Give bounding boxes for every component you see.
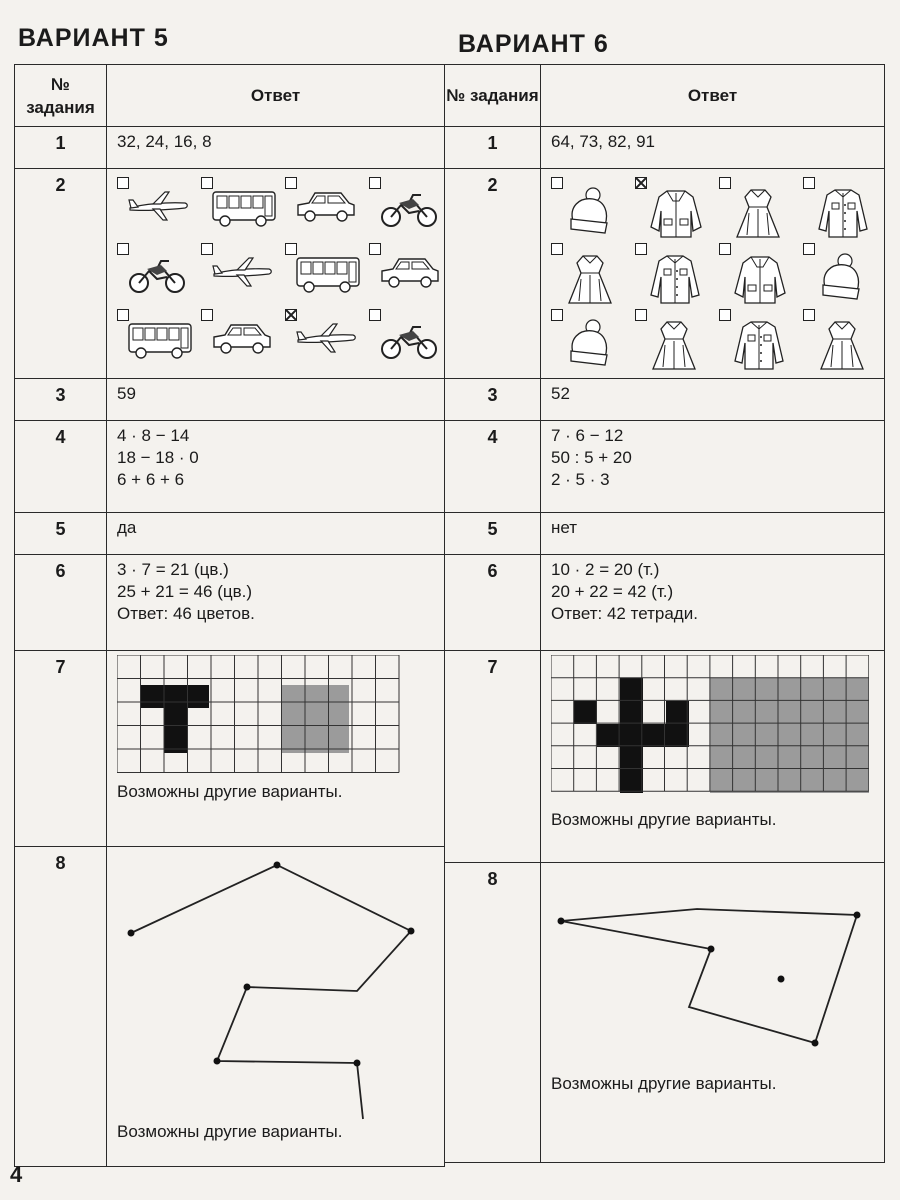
table-row [445,863,885,1163]
jacket-icon [649,187,703,245]
checkbox[interactable] [551,309,563,321]
choice-item[interactable] [365,173,449,239]
grid-figure [117,655,411,775]
polyline-drawing [117,851,434,1121]
polyline-drawing [551,867,874,1077]
task-answer [107,847,445,1167]
hat-icon [817,253,863,307]
table-row [445,379,885,421]
checkbox[interactable] [369,177,381,189]
table-row [15,379,445,421]
answer-line: Ответ: 42 тетради. [551,604,698,623]
checkbox[interactable] [719,309,731,321]
task-answer [541,863,885,1163]
choice-item[interactable] [281,173,365,239]
answer-text: 52 [551,384,570,403]
checkbox[interactable] [285,243,297,255]
answer-line: 4 · 8 − 14 [117,426,190,445]
answer-text: нет [551,518,578,537]
checkbox[interactable] [117,243,129,255]
dress-icon [733,187,783,247]
table-row [15,169,445,379]
answer-line: 50 : 5 + 20 [551,448,632,467]
table-header-row [15,65,445,127]
squares-drawing [117,655,434,775]
answer-line: 3 · 7 = 21 (цв.) [117,560,229,579]
choice-item[interactable] [113,305,197,371]
shirt-icon [733,319,785,377]
table-row [15,421,445,513]
broken-line-figure [551,867,881,1077]
motorcycle-icon [127,255,187,301]
task-answer [541,651,885,863]
choice-item[interactable] [197,239,281,305]
bus-icon [295,255,361,301]
note-text: Возможны другие варианты. [117,782,343,801]
gray-square [281,685,349,753]
choice-item[interactable] [799,173,883,239]
table-row [15,847,445,1167]
table-row [15,513,445,555]
table-header-row [445,65,885,127]
task-answer [107,421,445,513]
task-answer [107,555,445,651]
table-row [445,513,885,555]
answer-text: 32, 24, 16, 8 [117,132,212,151]
choice-item[interactable] [631,305,715,371]
choice-item[interactable] [365,239,449,305]
choice-item[interactable] [365,305,449,371]
table-row [15,127,445,169]
task-number: 5 [15,513,107,555]
task-answer [541,127,885,169]
grid-figure [551,655,869,803]
checkbox[interactable] [285,177,297,189]
motorcycle-icon [379,189,439,235]
task-number: 8 [445,863,541,1163]
answer-text: да [117,518,137,537]
choice-item[interactable] [547,239,631,305]
page-number: 4 [10,1162,23,1187]
car-icon [295,189,357,231]
task-answer [107,379,445,421]
task-number: 4 [445,421,541,513]
motorcycle-icon [379,321,439,367]
choice-item[interactable] [281,239,365,305]
checkbox[interactable] [201,243,213,255]
header-answer: Ответ [107,65,445,127]
answer-line: 7 · 6 − 12 [551,426,624,445]
dress-icon [817,319,867,379]
choice-item[interactable] [715,239,799,305]
task-number: 7 [445,651,541,863]
answer-line: 10 · 2 = 20 (т.) [551,560,660,579]
task-number: 2 [445,169,541,379]
header-task-number: № задания [445,65,541,127]
task-answer [541,513,885,555]
variant5-title: ВАРИАНТ 5 [18,24,169,52]
task-number: 5 [445,513,541,555]
choice-item[interactable] [197,173,281,239]
hat-icon [565,187,611,241]
header-task-number: № задания [15,65,107,127]
task-answer [107,127,445,169]
task-number: 6 [15,555,107,651]
squares-drawing [551,655,874,803]
choice-item[interactable] [197,305,281,371]
bus-icon [127,321,193,367]
task-answer [107,651,445,847]
checkbox[interactable] [201,309,213,321]
task-number: 3 [15,379,107,421]
choice-item[interactable] [715,305,799,371]
choice-item[interactable] [631,239,715,305]
table-row [445,169,885,379]
checkbox[interactable] [369,309,381,321]
task-answer [541,169,885,379]
bus-icon [211,189,277,235]
task-number: 3 [445,379,541,421]
t-shape-stem [164,685,187,753]
task-number: 8 [15,847,107,1167]
clothing-choice-grid [547,173,874,371]
header-answer: Ответ [541,65,885,127]
checkbox[interactable] [803,309,815,321]
broken-line-figure [117,851,437,1121]
car-icon [379,255,441,297]
choice-item[interactable] [631,173,715,239]
choice-item[interactable] [799,239,883,305]
table-row [445,555,885,651]
variant5-answer-table [14,64,445,1167]
checkbox[interactable] [719,177,731,189]
table-row [15,651,445,847]
task-answer [541,379,885,421]
table-row [15,555,445,651]
airplane-icon [127,189,189,229]
checkbox-checked[interactable] [285,309,297,321]
note-text: Возможны другие варианты. [551,810,777,829]
task-number: 7 [15,651,107,847]
jacket-icon [733,253,787,311]
task-number: 6 [445,555,541,651]
answer-line: 25 + 21 = 46 (цв.) [117,582,253,601]
checkbox[interactable] [719,243,731,255]
task-number: 1 [445,127,541,169]
checkbox[interactable] [635,243,647,255]
airplane-icon [295,321,357,361]
variant6-title: ВАРИАНТ 6 [458,30,609,58]
checkbox[interactable] [551,177,563,189]
task-answer [541,555,885,651]
choice-item[interactable] [113,173,197,239]
task-answer [541,421,885,513]
answer-line: 20 + 22 = 42 (т.) [551,582,674,601]
task-number: 4 [15,421,107,513]
answer-line: Ответ: 46 цветов. [117,604,255,623]
task-answer [107,513,445,555]
choice-item[interactable] [113,239,197,305]
task-number: 1 [15,127,107,169]
table-row [445,421,885,513]
car-icon [211,321,273,363]
choice-item[interactable] [547,173,631,239]
table-row [445,651,885,863]
checkbox[interactable] [803,243,815,255]
checkbox[interactable] [117,177,129,189]
note-text: Возможны другие варианты. [117,1122,343,1141]
airplane-icon [211,255,273,295]
answer-line: 18 − 18 · 0 [117,448,199,467]
checkbox[interactable] [551,243,563,255]
answer-line: 2 · 5 · 3 [551,470,610,489]
task-number: 2 [15,169,107,379]
vehicle-choice-grid [113,173,434,371]
choice-item[interactable] [799,305,883,371]
shirt-icon [649,253,701,311]
dress-icon [565,253,615,313]
checkbox[interactable] [201,177,213,189]
shirt-icon [817,187,869,245]
hat-icon [565,319,611,373]
dress-icon [649,319,699,379]
checkbox[interactable] [635,309,647,321]
checkbox-checked[interactable] [635,177,647,189]
choice-item[interactable] [547,305,631,371]
choice-item[interactable] [281,305,365,371]
task-answer [107,169,445,379]
variant6-answer-table [444,64,885,1163]
gray-rectangle [710,678,869,793]
checkbox[interactable] [117,309,129,321]
table-row [445,127,885,169]
choice-item[interactable] [715,173,799,239]
answer-text: 59 [117,384,136,403]
note-text: Возможны другие варианты. [551,1074,777,1093]
answer-text: 64, 73, 82, 91 [551,132,655,151]
answer-line: 6 + 6 + 6 [117,470,185,489]
checkbox[interactable] [803,177,815,189]
checkbox[interactable] [369,243,381,255]
